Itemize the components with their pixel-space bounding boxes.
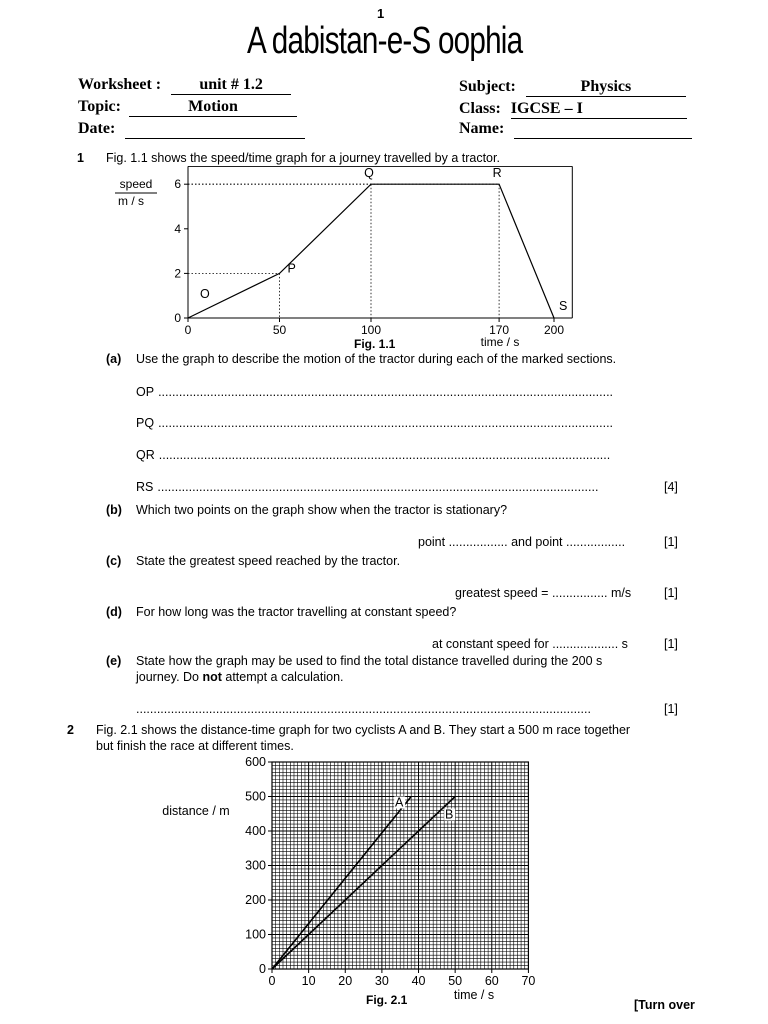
q1a-line-label: RS [136, 480, 154, 494]
point-label-r: R [492, 166, 502, 181]
y-tick-label: 0 [259, 962, 266, 976]
y-tick-label: 100 [245, 927, 266, 942]
x-tick-label: 30 [374, 974, 389, 988]
q1a-line-label: PQ [136, 416, 155, 430]
q2-intro-line2: but finish the race at different times. [96, 739, 294, 753]
page-number: 1 [377, 6, 385, 21]
point-label-q: Q [364, 166, 374, 181]
y-tick-label: 500 [245, 789, 266, 804]
x-tick-label: 60 [484, 974, 499, 988]
x-tick-label: 170 [489, 323, 510, 337]
y-tick-label: 4 [174, 221, 181, 236]
x-tick-label: 100 [360, 323, 382, 337]
q1a-line-qr[interactable] [136, 448, 682, 462]
q1a-line-label: OP [136, 385, 155, 399]
q1b-text: Which two points on the graph show when the tractor is stationary? [136, 503, 508, 517]
point-label-o: O [200, 287, 210, 301]
q1e-text-bold: not [202, 670, 222, 684]
q1-intro: Fig. 1.1 shows the speed/time graph for a journey travelled by a tractor. [106, 151, 500, 165]
q1a-line-dots: ............................................................................................................................... [157, 480, 599, 494]
q1a-line-op[interactable] [136, 385, 682, 399]
point-label-p: P [287, 261, 296, 276]
y-axis-label: distance / m [162, 804, 230, 818]
fig-2-1-caption: Fig. 2.1 [366, 993, 408, 1007]
q1b-answer[interactable]: point ................. and point ................. [418, 535, 626, 549]
subject-label: Subject: [459, 78, 516, 95]
turn-over-note: [Turn over [634, 998, 695, 1012]
school-name: A dabistan-e-S oophia [247, 20, 523, 62]
x-tick-label: 10 [301, 974, 316, 988]
q1a-text: Use the graph to describe the motion of the tractor during each of the marked sections. [136, 352, 617, 366]
q1a-line-pq[interactable] [136, 416, 682, 430]
worksheet-row [78, 76, 291, 95]
class-label: Class: [459, 100, 501, 117]
q1e-answer-line[interactable]: ................................................................................................................................... [136, 702, 591, 716]
q1a-line-dots: .................................................................................................................................. [158, 448, 611, 462]
x-tick-label: 20 [338, 974, 353, 988]
q1-number: 1 [77, 151, 84, 165]
x-axis-label: time / s [480, 335, 520, 349]
q1d-text: For how long was the tractor travelling at constant speed? [136, 605, 457, 619]
y-tick-label: 200 [245, 893, 266, 907]
q1a-mark: [4] [664, 480, 678, 494]
x-tick-label: 50 [448, 974, 463, 988]
y-axis-label-top: speed [119, 177, 153, 191]
y-tick-label: 6 [174, 177, 181, 192]
worksheet-value: unit # 1.2 [199, 76, 263, 93]
q1a-label: (a) [106, 352, 122, 366]
point-label-s: S [559, 299, 568, 313]
date-row [78, 120, 305, 139]
q1c-answer[interactable]: greatest speed = ................ m/s [455, 586, 632, 600]
fig-1-1-chart [100, 166, 620, 352]
worksheet-field[interactable] [171, 76, 291, 95]
series-label-b: B [444, 807, 454, 822]
x-tick-label: 0 [268, 974, 276, 988]
q1d-answer[interactable]: at constant speed for ................... s [432, 637, 628, 651]
date-label: Date: [78, 120, 116, 137]
y-tick-label: 300 [245, 858, 266, 873]
q1a-line-dots: ................................................................................................................................... [158, 416, 614, 430]
y-tick-label: 400 [245, 824, 266, 838]
q1d-label: (d) [106, 605, 122, 619]
x-tick-label: 70 [521, 974, 536, 988]
class-value: IGCSE – I [510, 100, 583, 117]
series-label-a: A [395, 795, 404, 810]
q2-intro-line1: Fig. 2.1 shows the distance-time graph for two cyclists A and B. They start a 500 m race together [96, 723, 631, 737]
q1a-line-dots: ................................................................................................................................... [158, 385, 614, 399]
subject-row [459, 78, 686, 97]
x-tick-label: 40 [411, 974, 426, 988]
q1a-line-label: QR [136, 448, 155, 462]
subject-value: Physics [580, 78, 632, 95]
topic-field[interactable] [129, 98, 297, 117]
q1a-line-rs[interactable] [136, 480, 656, 494]
y-tick-label: 0 [174, 311, 181, 325]
x-tick-label: 50 [272, 323, 287, 337]
q1e-label: (e) [106, 654, 122, 668]
topic-label: Topic: [78, 98, 121, 115]
fig-1-1-caption: Fig. 1.1 [354, 337, 396, 351]
name-label: Name: [459, 120, 505, 137]
q1e-mark: [1] [664, 702, 678, 716]
q2-number: 2 [67, 723, 74, 737]
subject-field[interactable] [526, 78, 686, 97]
q1e-text-line2 [136, 670, 344, 684]
x-tick-label: 200 [543, 323, 565, 337]
x-tick-label: 0 [184, 323, 192, 337]
q1b-mark: [1] [664, 535, 678, 549]
q1c-mark: [1] [664, 586, 678, 600]
x-axis-label: time / s [453, 988, 495, 1002]
name-row [459, 120, 692, 139]
q1e-text-line1: State how the graph may be used to find the total distance travelled during the 200 s [136, 654, 603, 668]
q1d-mark: [1] [664, 637, 678, 651]
class-row [459, 100, 687, 119]
y-tick-label: 600 [245, 755, 266, 769]
q1c-label: (c) [106, 554, 122, 568]
worksheet-label: Worksheet : [78, 76, 162, 93]
name-field[interactable] [514, 120, 692, 139]
q1e-text-post: attempt a calculation. [221, 670, 344, 684]
fig-2-1-chart [150, 752, 550, 1002]
q1e-text-pre: journey. Do [136, 670, 203, 684]
y-tick-label: 2 [174, 266, 181, 281]
topic-row [78, 98, 297, 117]
q1c-text: State the greatest speed reached by the tractor. [136, 554, 401, 568]
class-field[interactable] [511, 100, 687, 119]
topic-value: Motion [188, 98, 238, 115]
q1b-label: (b) [106, 503, 122, 517]
y-axis-label-bottom: m / s [118, 194, 144, 208]
date-field[interactable] [125, 120, 305, 139]
